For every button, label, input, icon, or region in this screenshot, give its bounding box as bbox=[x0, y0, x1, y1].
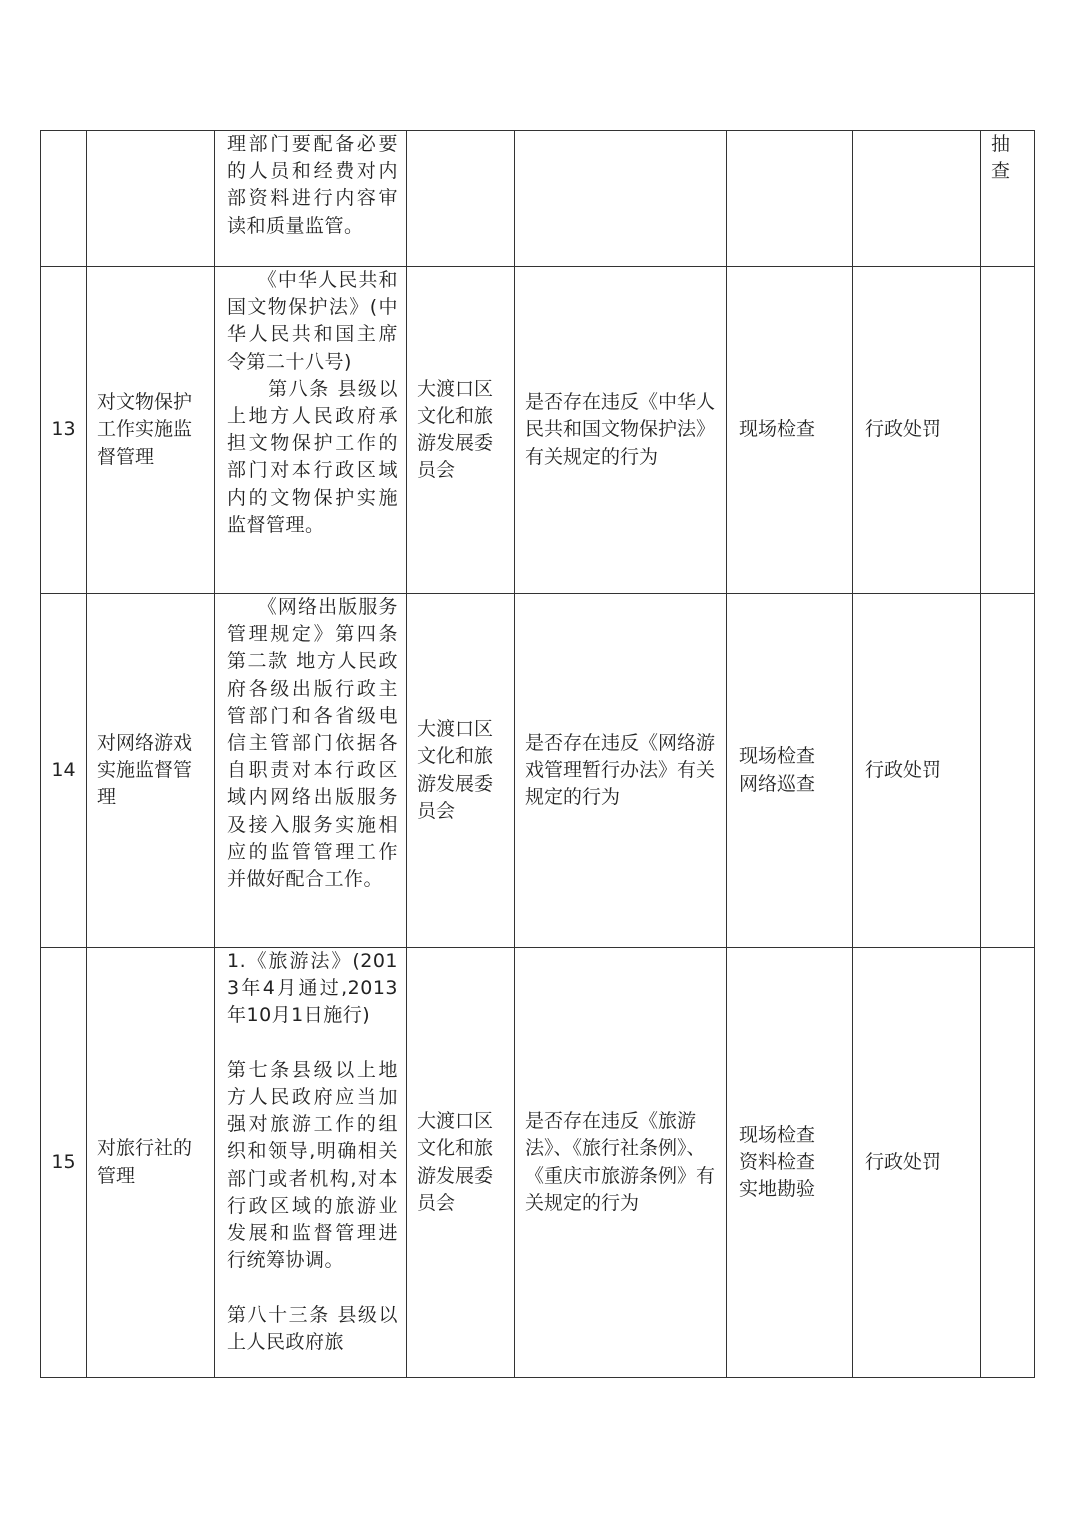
inspection-content: 是否存在违反《中华人民共和国文物保护法》有关规定的行为 bbox=[515, 267, 727, 594]
legal-basis: 《中华人民共和国文物保护法》(中华人民共和国主席令第二十八号) 第八条 县级以上地方人民政府承担文物保护工作的部门对本行政区域内的文物保护实施监督管理。 bbox=[215, 267, 407, 594]
legal-basis: 《网络出版服务管理规定》第四条第二款 地方人民政府各级出版行政主管部门和各省级电信主管部门依据各自职责对本行政区域内网络出版服务及接入服务实施相应的监管管理工作并做好配合工作。 bbox=[215, 594, 407, 948]
inspection-content bbox=[515, 131, 727, 267]
row-number bbox=[41, 131, 87, 267]
inspection-item bbox=[87, 131, 215, 267]
responsible-department: 大渡口区文化和旅游发展委员会 bbox=[407, 948, 515, 1378]
handling-result: 行政处罚 bbox=[853, 948, 981, 1378]
responsible-department bbox=[407, 131, 515, 267]
handling-result: 行政处罚 bbox=[853, 267, 981, 594]
row-number: 15 bbox=[41, 948, 87, 1378]
inspection-method: 现场检查 资料检查 实地勘验 bbox=[727, 948, 853, 1378]
inspection-content: 是否存在违反《网络游戏管理暂行办法》有关规定的行为 bbox=[515, 594, 727, 948]
legal-basis: 1.《旅游法》(2013年4月通过,2013年10月1日施行) 第七条县级以上地方人民政府应当加强对旅游工作的组织和领导,明确相关部门或者机构,对本行政区域的旅游业发展和监督管理进行统筹协调。 第八十三条 县级以上人民政府旅 bbox=[215, 948, 407, 1378]
inspection-item: 对文物保护工作实施监督管理 bbox=[87, 267, 215, 594]
legal-basis: 理部门要配备必要的人员和经费对内部资料进行内容审读和质量监管。 bbox=[215, 131, 407, 267]
remark: 抽查 bbox=[981, 131, 1035, 267]
inspection-content: 是否存在违反《旅游法》、《旅行社条例》、《重庆市旅游条例》有关规定的行为 bbox=[515, 948, 727, 1378]
handling-result: 行政处罚 bbox=[853, 594, 981, 948]
table-row bbox=[41, 267, 1035, 594]
inspection-method: 现场检查 网络巡查 bbox=[727, 594, 853, 948]
remark bbox=[981, 594, 1035, 948]
remark bbox=[981, 948, 1035, 1378]
inspection-item: 对网络游戏实施监督管理 bbox=[87, 594, 215, 948]
responsible-department: 大渡口区文化和旅游发展委员会 bbox=[407, 267, 515, 594]
table-row bbox=[41, 948, 1035, 1378]
row-number: 14 bbox=[41, 594, 87, 948]
table-row bbox=[41, 594, 1035, 948]
remark bbox=[981, 267, 1035, 594]
handling-result bbox=[853, 131, 981, 267]
inspection-item: 对旅行社的管理 bbox=[87, 948, 215, 1378]
inspection-table bbox=[40, 130, 1035, 1378]
inspection-method: 现场检查 bbox=[727, 267, 853, 594]
table-row bbox=[41, 131, 1035, 267]
inspection-method bbox=[727, 131, 853, 267]
row-number: 13 bbox=[41, 267, 87, 594]
responsible-department: 大渡口区文化和旅游发展委员会 bbox=[407, 594, 515, 948]
